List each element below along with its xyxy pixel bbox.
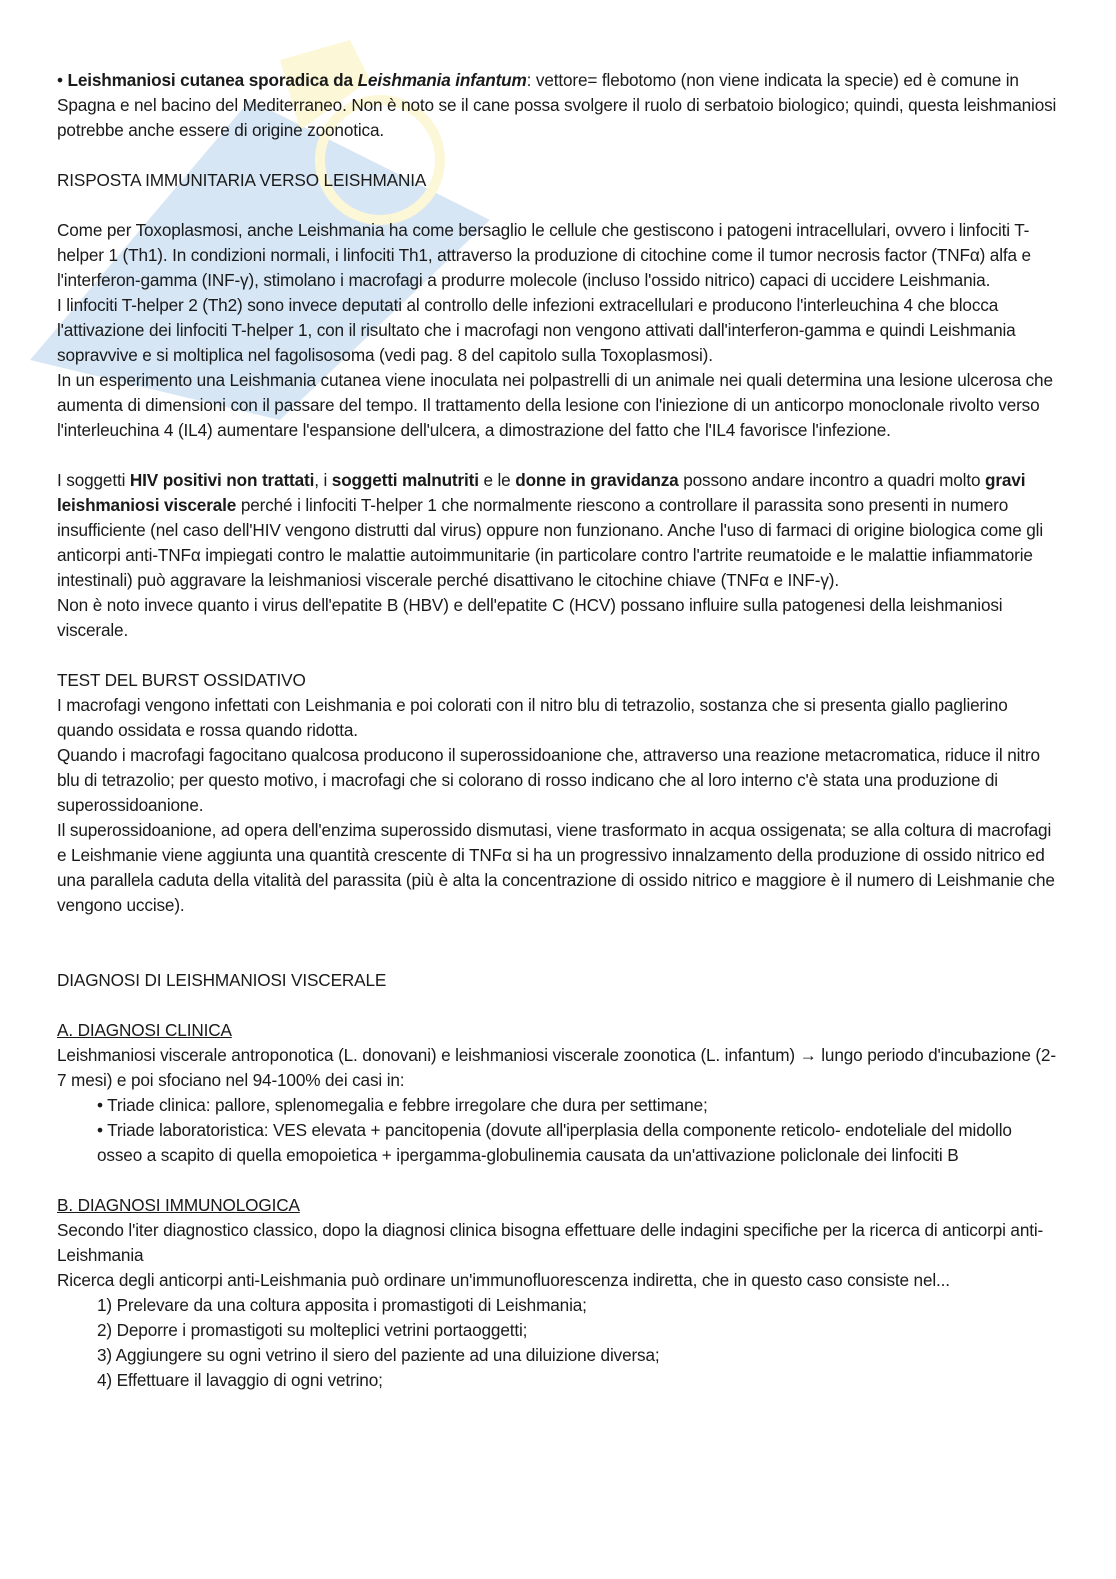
risk-text-2: , i [314,470,332,490]
immuno-step: 2) Deporre i promastigoti su molteplici vetrini portaoggetti; [97,1320,528,1340]
immune-paragraph-2: I linfociti T-helper 2 (Th2) sono invece deputati al controllo delle infezioni extracellulari e producono l'interleuchina 4 che blocca l'attivazione dei linfociti T-helper 1, con il risultato che i macrofagi non vengono attivati dall'interferon-gamma e quindi Leishmania sopravvive e si moltiplica nel fagolisosoma (vedi pag. 8 del capitolo sulla Toxoplasmosi). [57,295,1016,365]
bullet: • [57,70,63,90]
risk-bold-severe: gravi leishmaniosi viscerale [57,470,1026,515]
arrow-icon: → [799,1045,817,1065]
burst-heading: TEST DEL BURST OSSIDATIVO [57,670,306,690]
document-body [57,68,1057,1393]
risk-text-5: perché i linfociti T-helper 1 che normalmente riescono a controllare il parassita sono presenti in numero insufficiente (nel caso dell'HIV vengono distrutti dal virus) oppure non funzionano. Anche l'uso di farmaci di origine biologica come gli anticorpi anti-TNFα impiegati contro le malattie autoimmunitarie (in particolare contro l'artrite reumatoide e le malattie infiammatorie intestinali) può aggravare la leishmaniosi viscerale perché disattivano le citochine chiave (TNFα e INF-γ). [57,495,1044,590]
intro-species: Leishmania infantum [357,70,527,90]
immuno-step: 3) Aggiungere su ogni vetrino il siero del paziente ad una diluizione diversa; [97,1345,660,1365]
immune-paragraph-1: Come per Toxoplasmosi, anche Leishmania ha come bersaglio le cellule che gestiscono i patogeni intracellulari, ovvero i linfociti T-helper 1 (Th1). In condizioni normali, i linfociti Th1, attraverso la produzione di citochine come il tumor necrosis factor (TNFα) alfa e l'interferon-gamma (INF-γ), stimolano i macrofagi a produrre molecole (incluso l'ossido nitrico) capaci di uccidere Leishmania. [57,220,1031,290]
burst-paragraph-1: I macrofagi vengono infettati con Leishmania e poi colorati con il nitro blu di tetrazolio, sostanza che si presenta giallo paglierino quando ossidata e rossa quando ridotta. [57,695,1008,740]
immune-heading: RISPOSTA IMMUNITARIA VERSO LEISHMANIA [57,170,427,190]
risk-bold-malnourished: soggetti malnutriti [331,470,479,490]
clinical-heading: A. DIAGNOSI CLINICA [57,1020,232,1040]
immuno-paragraph-1: Secondo l'iter diagnostico classico, dopo la diagnosi clinica bisogna effettuare delle indagini specifiche per la ricerca di anticorpi anti-Leishmania [57,1220,1044,1265]
risk-text-4: possono andare incontro a quadri molto [678,470,986,490]
risk-text-1: I soggetti [57,470,130,490]
burst-paragraph-2: Quando i macrofagi fagocitano qualcosa producono il superossidoanione che, attraverso una reazione metacromatica, riduce il nitro blu di tetrazolio; per questo motivo, i macrofagi che si colorano di rosso indicano che al loro interno c'è stata una produzione di superossidoanione. [57,745,1040,815]
risk-paragraph [57,468,1057,593]
clinical-text-b: lungo periodo d'incubazione (2-7 mesi) e poi sfociano nel 94-100% dei casi in: [57,1045,1056,1090]
immuno-heading: B. DIAGNOSI IMMUNOLOGICA [57,1195,300,1215]
clinical-paragraph [57,1043,1057,1093]
burst-paragraph-3: Il superossidoanione, ad opera dell'enzima superossido dismutasi, viene trasformato in acqua ossigenata; se alla coltura di macrofagi e Leishmanie viene aggiunta una quantità crescente di TNFα si ha un progressivo innalzamento della produzione di ossido nitrico ed una parallela caduta della vitalità del parassita (più è alta la concentrazione di ossido nitrico e maggiore è il numero di Leishmanie che vengono uccise). [57,820,1055,915]
immuno-step: 1) Prelevare da una coltura apposita i promastigoti di Leishmania; [97,1295,587,1315]
immune-paragraph-3: In un esperimento una Leishmania cutanea viene inoculata nei polpastrelli di un animale nei quali determina una lesione ulcerosa che aumenta di dimensioni con il passare del tempo. Il trattamento della lesione con l'iniezione di un anticorpo monoclonale rivolto verso l'interleuchina 4 (IL4) aumentare l'espansione dell'ulcera, a dimostrazione del fatto che l'IL4 favorisce l'infezione. [57,370,1053,440]
risk-bold-pregnancy: donne in gravidanza [515,470,679,490]
risk-bold-hiv: HIV positivi non trattati [129,470,315,490]
clinical-text-a: Leishmaniosi viscerale antroponotica (L. donovani) e leishmaniosi viscerale zoonotica (L. infantum) [57,1045,800,1065]
clinical-item: • Triade laboratoristica: VES elevata + pancitopenia (dovute all'iperplasia della componente reticolo- endoteliale del midollo osseo a scapito di quella emopoietica + ipergamma-globulinemia causata da un'attivazione policlonale dei linfociti B [97,1120,1012,1165]
diagnosis-heading: DIAGNOSI DI LEISHMANIOSI VISCERALE [57,970,387,990]
risk-text-3: e le [478,470,516,490]
risk-paragraph-2: Non è noto invece quanto i virus dell'epatite B (HBV) e dell'epatite C (HCV) possano influire sulla patogenesi della leishmaniosi viscerale. [57,595,1003,640]
intro-bold: Leishmaniosi cutanea sporadica da [67,70,358,90]
intro-paragraph [57,68,1057,143]
clinical-item: • Triade clinica: pallore, splenomegalia e febbre irregolare che dura per settimane; [97,1095,708,1115]
immuno-paragraph-2: Ricerca degli anticorpi anti-Leishmania può ordinare un'immunofluorescenza indiretta, che in questo caso consiste nel... [57,1270,950,1290]
intro-text: : vettore= flebotomo (non viene indicata la specie) ed è comune in Spagna e nel bacino del Mediterraneo. Non è noto se il cane possa svolgere il ruolo di serbatoio biologico; quindi, questa leishmaniosi potrebbe anche essere di origine zoonotica. [57,70,1057,140]
immuno-step: 4) Effettuare il lavaggio di ogni vetrino; [97,1370,383,1390]
